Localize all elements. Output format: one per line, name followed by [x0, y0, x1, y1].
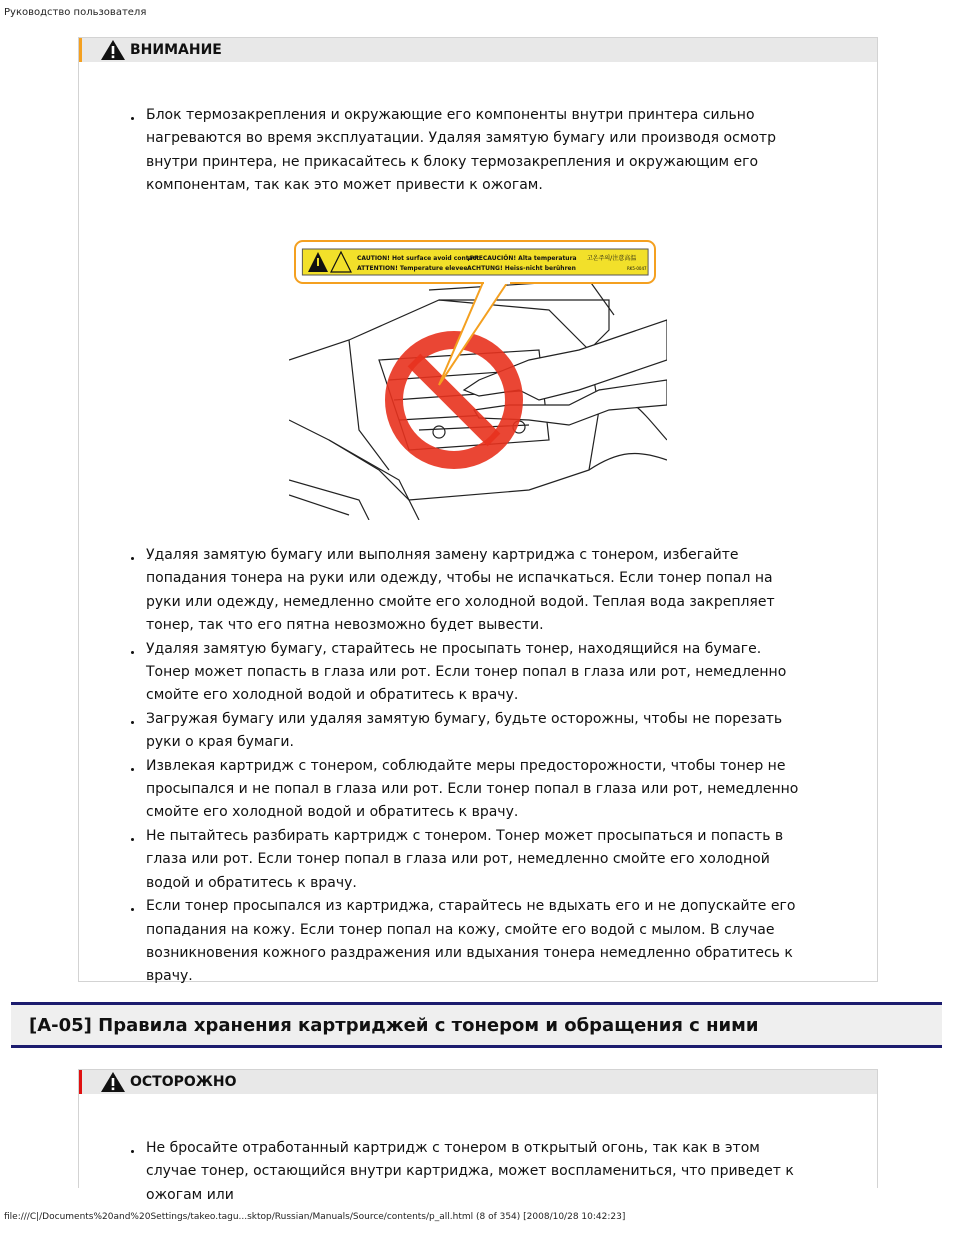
fuser-hot-surface-illustration — [289, 240, 667, 520]
label-text-code: RK5-0047 — [627, 266, 647, 271]
section-heading — [11, 1002, 942, 1048]
label-text-line1-right: ¡PRECAUCIÓN! Alta temperatura — [467, 255, 577, 262]
warning-title-bar — [79, 38, 877, 62]
warning-first-list — [79, 104, 877, 198]
list-item: Если тонер просыпался из картриджа, старайтесь не вдыхать его и не допускайте его попадания на кожу. Если тонер попал на кожу, смойте его водой с мылом. В случае возникновения кожного раздражения или вдыхания тонера немедленно обратитесь к врачу. — [79, 895, 877, 989]
label-text-line2-right: ACHTUNG! Heiss-nicht berühren — [467, 265, 576, 272]
caution-title-bar — [79, 1070, 877, 1094]
list-item: Не бросайте отработанный картридж с тонером в открытый огонь, так как в этом случае тонер, остающийся внутри картриджа, может воспламениться, что приведет к ожогам или — [79, 1137, 877, 1207]
caution-title: ОСТОРОЖНО — [130, 1074, 237, 1090]
page-footer-path: file:///C|/Documents%20and%20Settings/takeo.tagu...sktop/Russian/Manuals/Source/contents/p_all.html (8 of 354) [2008/10/28 10:42:23] — [4, 1212, 626, 1222]
list-item: Удаляя замятую бумагу или выполняя замену картриджа с тонером, избегайте попадания тонера на руки или одежду, чтобы не испачкаться. Если тонер попал на руки или одежду, немедленно смойте его холодной водой. Теплая вода закрепляет тонер, так что его пятна невозможно будет вывести. — [79, 544, 877, 638]
warning-items-list — [79, 544, 877, 989]
list-item: Не пытайтесь разбирать картридж с тонером. Тонер может просыпаться и попасть в глаза или рот. Если тонер попал в глаза или рот, немедленно смойте его холодной водой и обратитесь к врачу. — [79, 825, 877, 895]
caution-box — [78, 1069, 878, 1203]
list-item: Удаляя замятую бумагу, старайтесь не просыпать тонер, находящийся на бумаге. Тонер может попасть в глаза или рот. Если тонер попал в глаза или рот, немедленно смойте его холодной водой и обратитесь к врачу. — [79, 638, 877, 708]
warning-title: ВНИМАНИЕ — [130, 42, 222, 58]
label-text-line2-left: ATTENTION! Temperature elevee — [357, 265, 468, 272]
label-text-asian: 고온주의/注意高温 — [587, 255, 637, 262]
label-text-line1-left: CAUTION! Hot surface avoid contact — [357, 255, 480, 262]
warning-triangle-icon — [100, 39, 126, 61]
caution-label-sticker — [302, 249, 648, 275]
list-item: Блок термозакрепления и окружающие его компоненты внутри принтера сильно нагреваются во время эксплуатации. Удаляя замятую бумагу или производя осмотр внутри принтера, не прикасайтесь к блоку термозакрепления и окружающим его компонентам, так как это может привести к ожогам. — [79, 104, 877, 198]
list-item: Извлекая картридж с тонером, соблюдайте меры предосторожности, чтобы тонер не просыпался и не попал в глаза или рот. Если тонер попал в глаза или рот, немедленно смойте его холодной водой и обратитесь к врачу. — [79, 755, 877, 825]
warning-triangle-icon — [100, 1071, 126, 1093]
caution-items-list — [79, 1137, 877, 1207]
list-item: Загружая бумагу или удаляя замятую бумагу, будьте осторожны, чтобы не порезать руки о края бумаги. — [79, 708, 877, 755]
section-heading-text: [A-05] Правила хранения картриджей с тонером и обращения с ними — [29, 1014, 759, 1036]
page-header: Руководство пользователя — [4, 7, 147, 18]
